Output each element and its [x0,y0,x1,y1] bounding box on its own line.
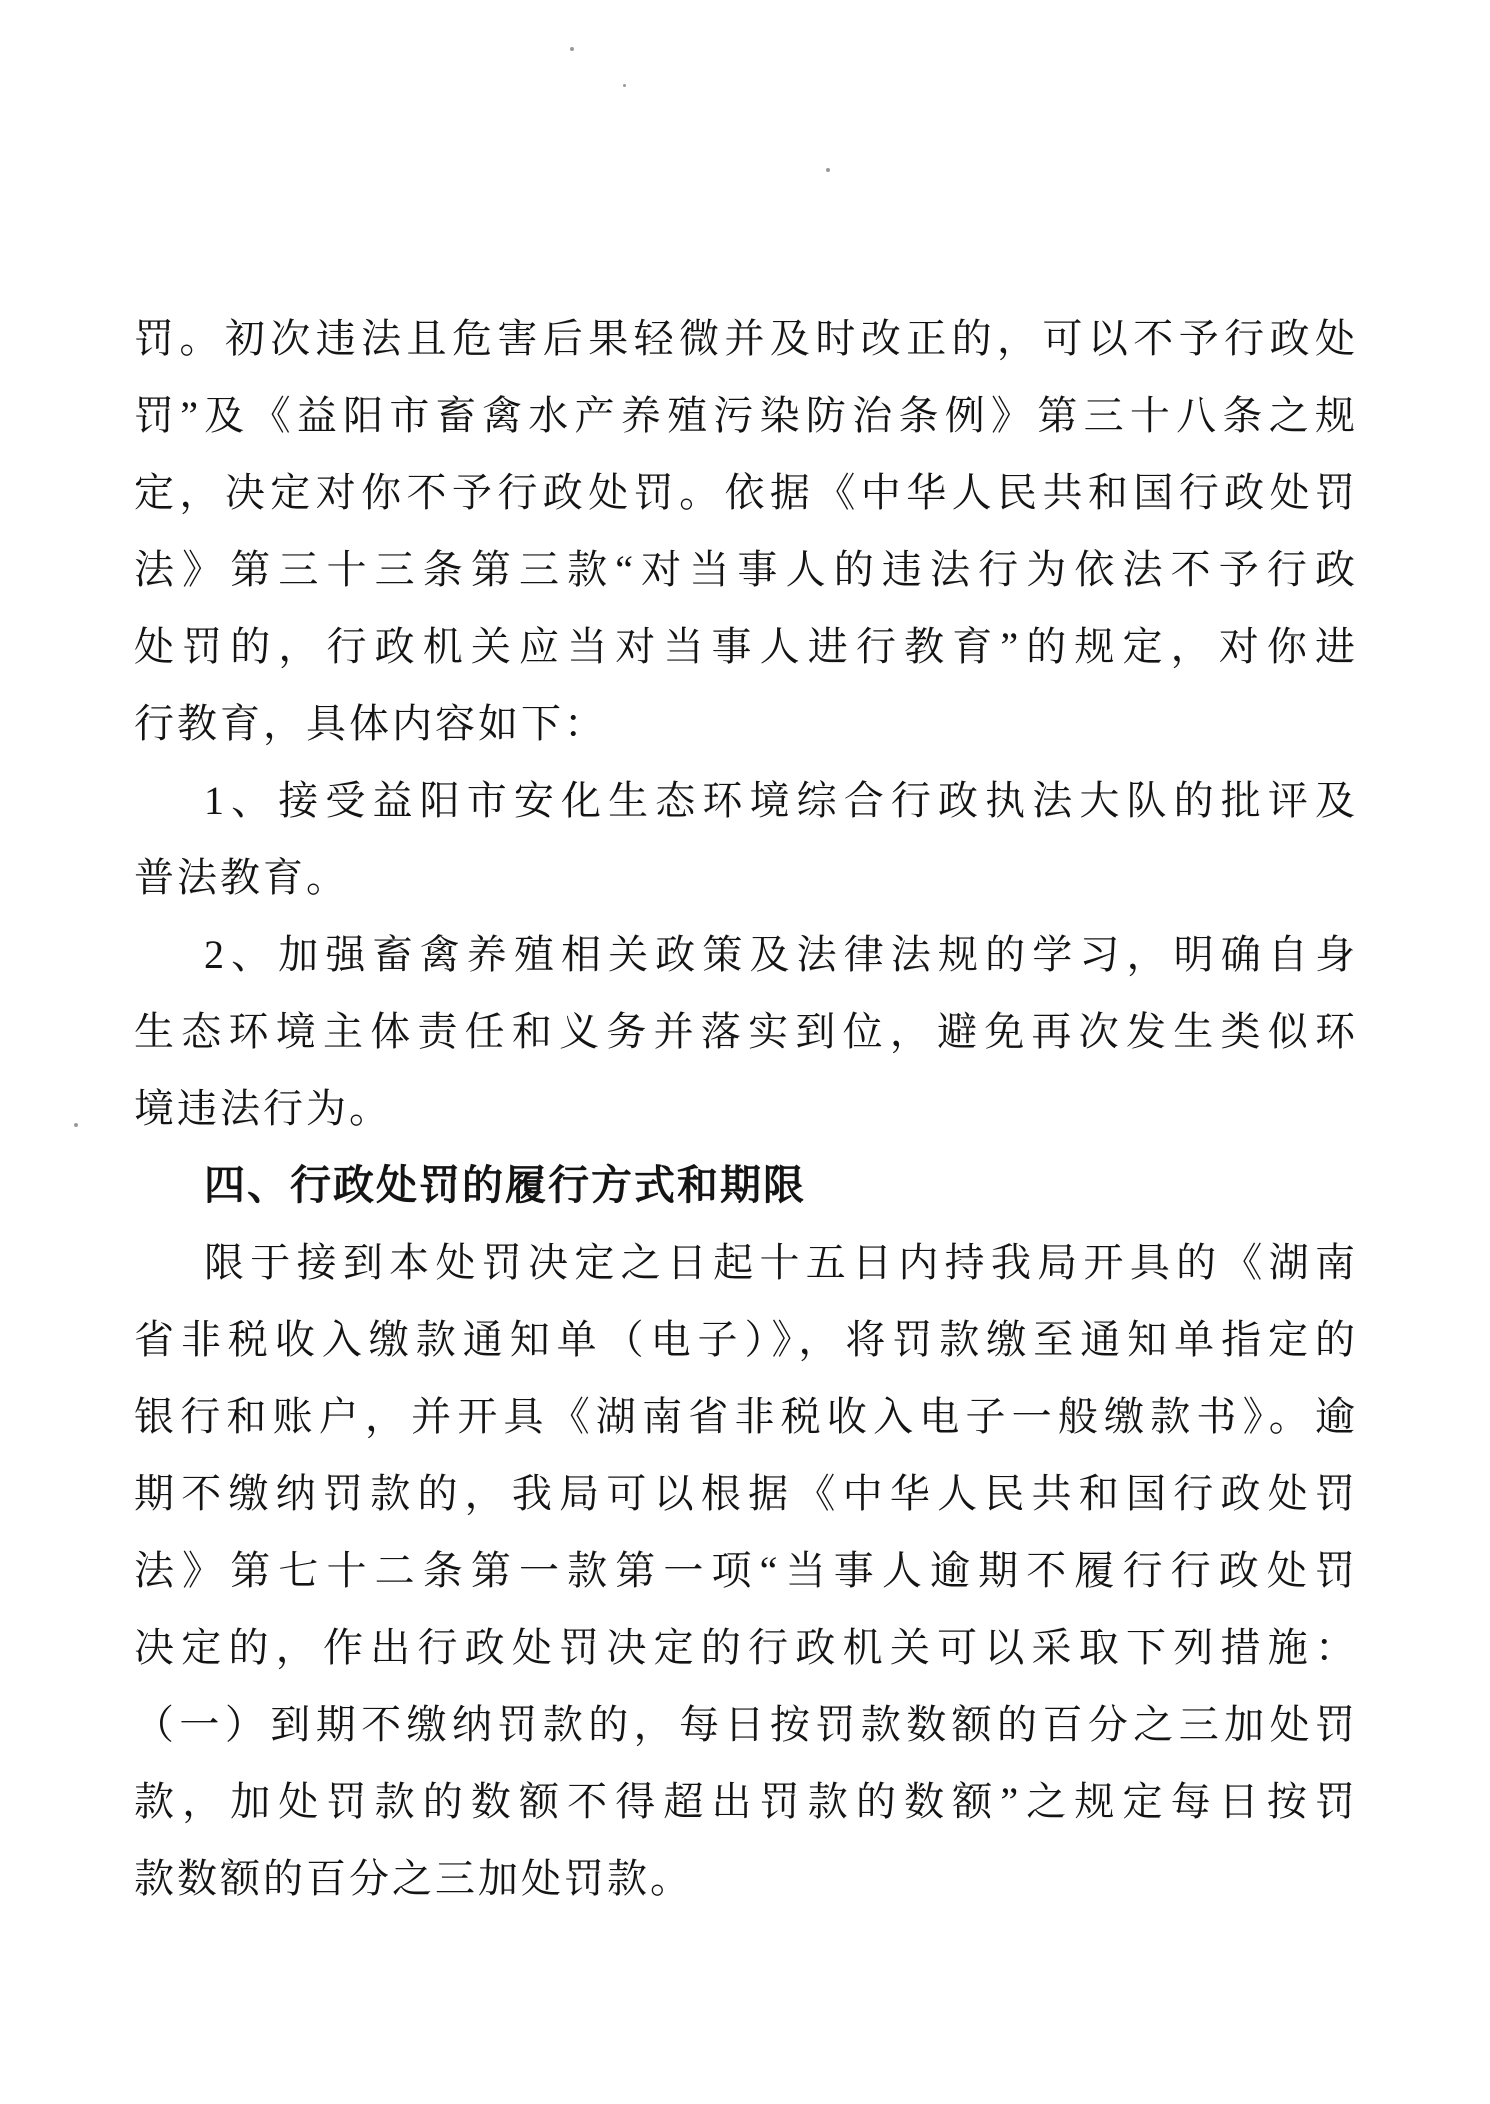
text-line-21: 款数额的百分之三加处罚款。 [134,1856,693,1901]
text-line-20: 款，加处罚款的数额不得超出罚款的数额”之规定每日按罚 [134,1779,1358,1824]
text-line-17: 法》第七十二条第一款第一项“当事人逾期不履行行政处罚 [134,1548,1358,1593]
text-line-11: 境违法行为。 [134,1086,392,1131]
scan-speck [74,1123,78,1127]
text-line-1: 罚。初次违法且危害后果轻微并及时改正的，可以不予行政处 [134,316,1358,361]
scan-speck [826,168,830,172]
text-line-2: 罚”及《益阳市畜禽水产养殖污染防治条例》第三十八条之规 [134,393,1358,438]
scan-speck [570,47,574,51]
text-line-13: 限于接到本处罚决定之日起十五日内持我局开具的《湖南 [204,1240,1358,1285]
text-line-8: 普法教育。 [134,855,349,900]
text-line-9: 2、加强畜禽养殖相关政策及法律法规的学习，明确自身 [204,932,1358,977]
text-line-16: 期不缴纳罚款的，我局可以根据《中华人民共和国行政处罚 [134,1471,1358,1516]
text-line-6: 行教育，具体内容如下： [134,701,607,746]
text-line-14: 省非税收入缴款通知单（电子）》，将罚款缴至通知单指定的 [134,1317,1358,1362]
text-line-4: 法》第三十三条第三款“对当事人的违法行为依法不予行政 [134,547,1358,592]
text-line-18: 决定的，作出行政处罚决定的行政机关可以采取下列措施： [134,1625,1358,1670]
text-line-3: 定，决定对你不予行政处罚。依据《中华人民共和国行政处罚 [134,470,1358,515]
text-line-15: 银行和账户，并开具《湖南省非税收入电子一般缴款书》。逾 [134,1394,1358,1439]
document-body [134,300,1358,1917]
text-line-5: 处罚的，行政机关应当对当事人进行教育”的规定，对你进 [134,624,1358,669]
section-heading: 四、行政处罚的履行方式和期限 [204,1162,806,1208]
scan-speck [623,84,626,87]
text-line-19: （一）到期不缴纳罚款的，每日按罚款数额的百分之三加处罚 [134,1702,1358,1747]
text-line-10: 生态环境主体责任和义务并落实到位，避免再次发生类似环 [134,1009,1358,1054]
text-line-7: 1、接受益阳市安化生态环境综合行政执法大队的批评及 [204,778,1358,823]
